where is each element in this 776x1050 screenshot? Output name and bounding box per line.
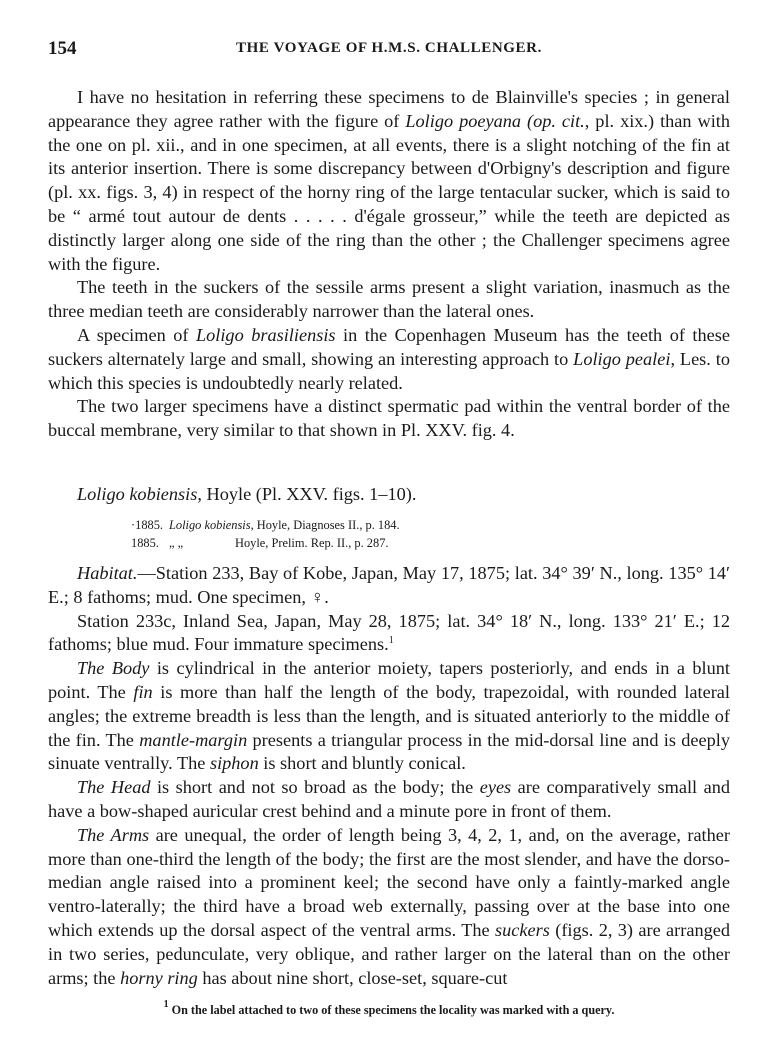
synonymy-list — [131, 516, 400, 552]
paragraph-brasiliensis: A specimen of Loligo brasiliensis in the Copenhagen Museum has the teeth of these suckers alternately large and small, showing an interesting approach to Loligo pealei, Les. to which this species is undoubtedly nearly related. — [48, 324, 730, 393]
footnote — [48, 999, 730, 1018]
lower-text-block — [48, 562, 730, 990]
paragraph-habitat: Habitat.—Station 233, Bay of Kobe, Japan, May 17, 1875; lat. 34° 39′ N., long. 135° 14′ E.; 8 fathoms; mud. One specimen, ♀. — [48, 563, 730, 607]
footnote-text: On the label attached to two of these specimens the locality was marked with a query. — [168, 1003, 615, 1017]
footnote-number: 1 — [163, 999, 169, 1010]
page-header — [48, 38, 730, 62]
running-title: THE VOYAGE OF H.M.S. CHALLENGER. — [236, 40, 542, 56]
species-name: Loligo kobiensis — [77, 484, 198, 504]
page-number: 154 — [48, 38, 77, 59]
species-heading — [77, 484, 416, 505]
paragraph-station-233c: Station 233c, Inland Sea, Japan, May 28, 1875; lat. 34° 18′ N., long. 133° 21′ E.; 12 fathoms; blue mud. Four immature specimens.$^1$ — [48, 610, 730, 655]
upper-text-block — [48, 86, 730, 443]
synonymy-entry: 1885. „ „ Hoyle, Prelim. Rep. II., p. 287. — [131, 536, 389, 550]
paragraph-teeth: The teeth in the suckers of the sessile arms present a slight variation, inasmuch as the three median teeth are considerably narrower than the lateral ones. — [48, 277, 730, 322]
paragraph-arms: The Arms are unequal, the order of length being 3, 4, 2, 1, and, on the average, rather more than one-third the length of the body; the first are the most slender, and have the dorso-median angle raised into a prominent keel; the second have only a faintly-marked angle ventro-laterally; the third have a broad web externally, passing over at the base into one which extends up the dorsal aspect of the ventral arms. The suckers (figs. 2, 3) are arranged in two series, pedunculate, very oblique, and rather larger on the lateral than on the other arms; the horny ring has about nine short, close-set, square-cut — [48, 824, 730, 988]
species-authority: , Hoyle (Pl. XXV. figs. 1–10). — [197, 484, 417, 504]
synonymy-entry: ·1885. Loligo kobiensis, Hoyle, Diagnoses II., p. 184. — [131, 518, 400, 532]
paragraph-body: The Body is cylindrical in the anterior moiety, tapers posteriorly, and ends in a blunt point. The fin is more than half the length of the body, trapezoidal, with rounded lateral angles; the extreme breadth is less than the length, and is situated anteriorly to the middle of the fin. The mantle-margin presents a triangular process in the mid-dorsal line and is deeply sinuate ventrally. The siphon is short and bluntly conical. — [48, 658, 731, 774]
paragraph-spermatic-pad: The two larger specimens have a distinct spermatic pad within the ventral border of the buccal membrane, very similar to that shown in Pl. XXV. fig. 4. — [48, 396, 730, 441]
paragraph-head: The Head is short and not so broad as the body; the eyes are comparatively small and have a bow-shaped auricular crest behind and a minute pore in front of them. — [48, 777, 730, 821]
footnote-marker: 1 — [388, 635, 394, 647]
paragraph-de-blainville: I have no hesitation in referring these specimens to de Blainville's species ; in general appearance they agree rather with the figure of Loligo poeyana (op. cit., pl. xix.) than with the one on pl. xii., and in one specimen, at all events, there is a slight notching of the fin at its anterior insertion. There is some discrepancy between d'Orbigny's description and figure (pl. xx. figs. 3, 4) in respect of the horny ring of the large tentacular sucker, which is said to be “ armé tout autour de dents . . . . . d'égale grosseur,” while the teeth are depicted as distinctly larger along one side of the ring than the other ; the Challenger specimens agree with the figure. — [48, 87, 731, 274]
